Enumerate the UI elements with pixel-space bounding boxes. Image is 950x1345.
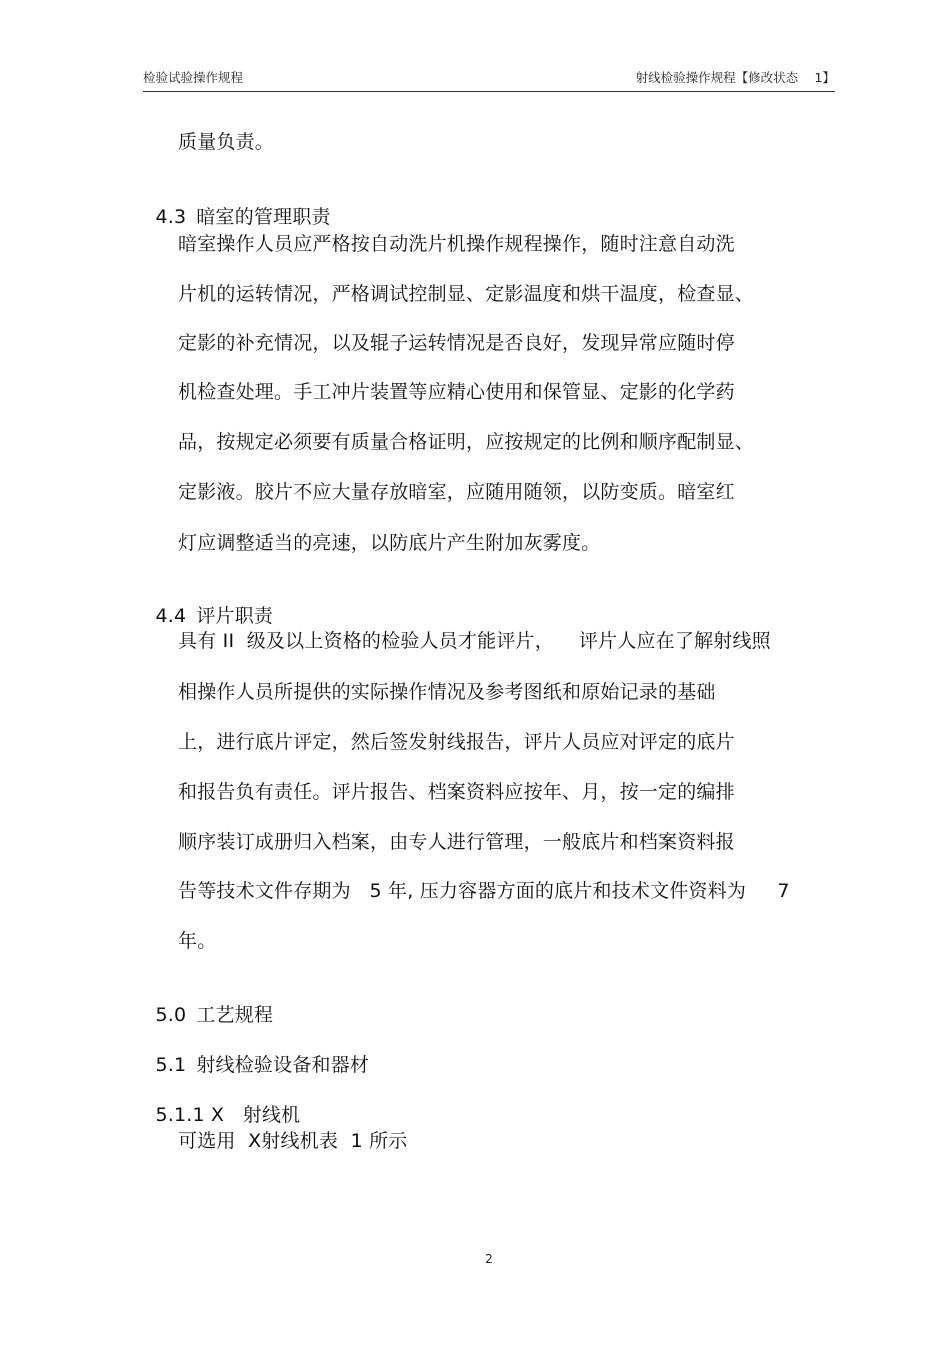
section-number: 4.3 <box>155 206 187 228</box>
header-right-title: 射线检验操作规程【修改状态 1】 <box>635 70 835 85</box>
section-number: 5.1 <box>155 1054 187 1076</box>
section-heading-4-3 <box>143 181 331 229</box>
paragraph-line: 机检查处理。手工冲片装置等应精心使用和保管显、定影的化学药 <box>178 381 735 403</box>
paragraph-line: 质量负责。 <box>178 131 275 153</box>
section-heading-5-0 <box>143 979 273 1027</box>
paragraph-line: 上，进行底片评定，然后签发射线报告，评片人员应对评定的底片 <box>178 731 735 753</box>
paragraph-line: 可选用 X射线机表 1 所示 <box>178 1130 408 1152</box>
paragraph-line: 品，按规定必须要有质量合格证明，应按规定的比例和顺序配制显、 <box>178 431 755 453</box>
section-title: 工艺规程 <box>196 1004 274 1026</box>
page-number: 2 <box>485 1252 493 1266</box>
header-left-title: 检验试验操作规程 <box>143 70 244 85</box>
paragraph-line: 相操作人员所提供的实际操作情况及参考图纸和原始记录的基础 <box>178 681 716 703</box>
section-title: 评片职责 <box>196 605 274 627</box>
paragraph-line: 年。 <box>178 930 217 952</box>
section-number: 4.4 <box>155 605 187 627</box>
section-heading-4-4 <box>143 580 273 628</box>
paragraph-line: 定影液。胶片不应大量存放暗室，应随用随领，以防变质。暗室红 <box>178 481 735 503</box>
page-header <box>143 66 835 90</box>
header-divider <box>143 91 835 92</box>
section-title: 射线检验设备和器材 <box>196 1054 370 1076</box>
section-heading-5-1-1 <box>143 1079 300 1127</box>
paragraph-line: 顺序装订成册归入档案，由专人进行管理，一般底片和档案资料报 <box>178 831 735 853</box>
section-title: X 射线机 <box>210 1104 301 1126</box>
paragraph-line: 暗室操作人员应严格按自动洗片机操作规程操作，随时注意自动洗 <box>178 233 735 255</box>
section-number: 5.0 <box>155 1004 187 1026</box>
section-heading-5-1 <box>143 1029 369 1077</box>
paragraph-line: 定影的补充情况，以及辊子运转情况是否良好，发现异常应随时停 <box>178 332 735 354</box>
paragraph-line: 灯应调整适当的亮速，以防底片产生附加灰雾度。 <box>178 532 601 554</box>
section-title: 暗室的管理职责 <box>196 206 331 228</box>
section-number: 5.1.1 <box>155 1104 205 1126</box>
paragraph-line: 和报告负有责任。评片报告、档案资料应按年、月，按一定的编排 <box>178 781 735 803</box>
paragraph-line: 告等技术文件存期为 5 年, 压力容器方面的底片和技术文件资料为 7 <box>178 880 790 902</box>
paragraph-line: 具有 II 级及以上资格的检验人员才能评片， 评片人应在了解射线照 <box>178 630 771 652</box>
paragraph-line: 片机的运转情况，严格调试控制显、定影温度和烘干温度，检查显、 <box>178 283 755 305</box>
